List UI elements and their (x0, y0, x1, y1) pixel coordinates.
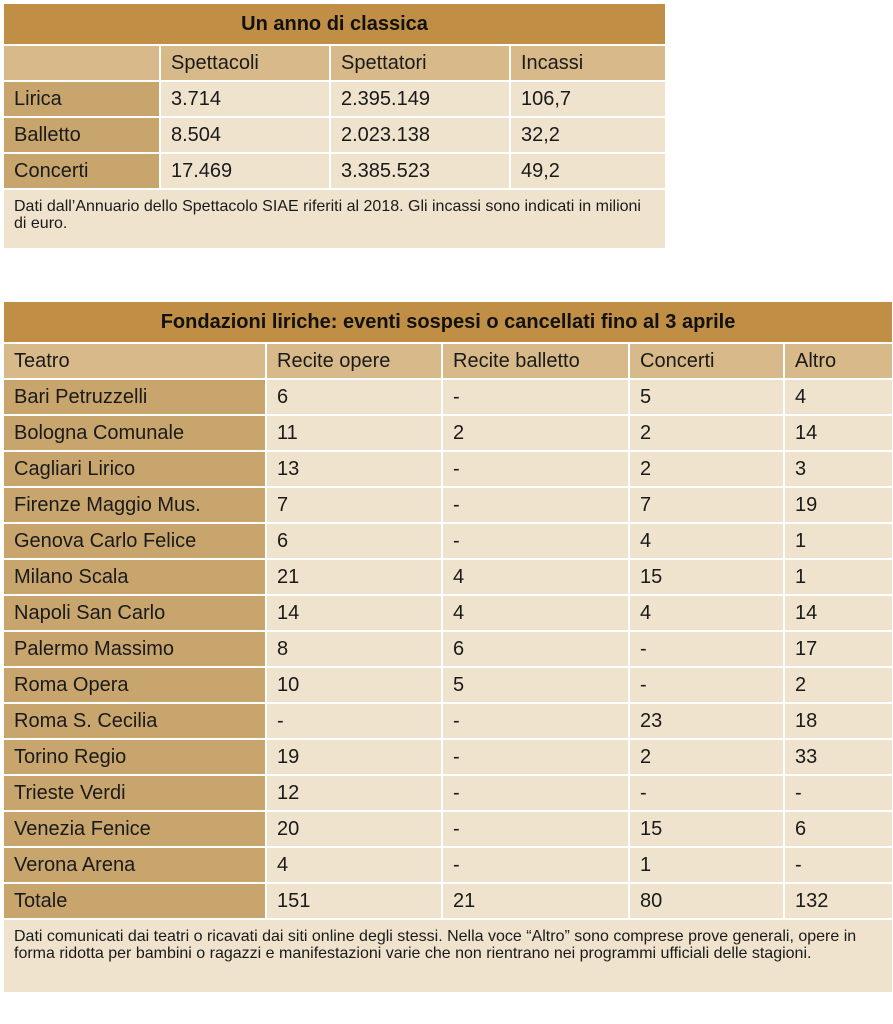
row-label: Roma S. Cecilia (3, 703, 266, 739)
table-cell: 2 (629, 739, 784, 775)
table-row (3, 487, 893, 523)
table-row (3, 81, 666, 117)
row-label: Torino Regio (3, 739, 266, 775)
row-label: Genova Carlo Felice (3, 523, 266, 559)
table-row (3, 775, 893, 811)
table-row (3, 667, 893, 703)
table-row (3, 811, 893, 847)
table-cell: - (442, 523, 629, 559)
table-cell: 33 (784, 739, 893, 775)
table-cell: 20 (266, 811, 442, 847)
table-cell: 14 (784, 595, 893, 631)
table-cell: 4 (442, 595, 629, 631)
table-cell: 13 (266, 451, 442, 487)
table-cell: 2.023.138 (330, 117, 510, 153)
table-cell: 3.385.523 (330, 153, 510, 189)
table-title: Un anno di classica (3, 3, 666, 45)
table-cell: 23 (629, 703, 784, 739)
header-row (3, 45, 666, 81)
table-cell: 5 (442, 667, 629, 703)
row-label: Milano Scala (3, 559, 266, 595)
table-row (3, 595, 893, 631)
table-cell: 106,7 (510, 81, 666, 117)
table-row (3, 883, 893, 919)
table-cell: 1 (629, 847, 784, 883)
header-row (3, 343, 893, 379)
table-cell: 21 (442, 883, 629, 919)
table-cell: 18 (784, 703, 893, 739)
table-cell: - (629, 775, 784, 811)
table-fondazioni-liriche (2, 300, 893, 994)
table-cell: 2 (784, 667, 893, 703)
column-header: Concerti (629, 343, 784, 379)
table-cell: - (629, 667, 784, 703)
row-label: Verona Arena (3, 847, 266, 883)
row-label: Cagliari Lirico (3, 451, 266, 487)
table-cell: 14 (784, 415, 893, 451)
table-title: Fondazioni liriche: eventi sospesi o cancellati fino al 3 aprile (3, 301, 893, 343)
table-row (3, 523, 893, 559)
table-cell: 2.395.149 (330, 81, 510, 117)
table-row (3, 703, 893, 739)
row-label: Bari Petruzzelli (3, 379, 266, 415)
table-cell: 19 (784, 487, 893, 523)
column-header (3, 45, 160, 81)
row-label: Palermo Massimo (3, 631, 266, 667)
row-label: Napoli San Carlo (3, 595, 266, 631)
column-header: Incassi (510, 45, 666, 81)
table-cell: 2 (629, 415, 784, 451)
table-cell: 17.469 (160, 153, 330, 189)
table-cell: 19 (266, 739, 442, 775)
table-row (3, 451, 893, 487)
table-row (3, 379, 893, 415)
table-cell: 6 (266, 523, 442, 559)
table-cell: - (784, 847, 893, 883)
column-header: Recite opere (266, 343, 442, 379)
column-header: Teatro (3, 343, 266, 379)
row-label: Bologna Comunale (3, 415, 266, 451)
row-label: Totale (3, 883, 266, 919)
table-cell: 3 (784, 451, 893, 487)
row-label: Lirica (3, 81, 160, 117)
table-cell: - (442, 487, 629, 523)
column-header: Spettacoli (160, 45, 330, 81)
table-cell: 2 (442, 415, 629, 451)
table-note: Dati dall’Annuario dello Spettacolo SIAE riferiti al 2018. Gli incassi sono indicati in milioni di euro. (3, 189, 666, 249)
table-cell: 80 (629, 883, 784, 919)
row-label: Firenze Maggio Mus. (3, 487, 266, 523)
table-cell: 10 (266, 667, 442, 703)
table-cell: - (442, 451, 629, 487)
table-cell: 17 (784, 631, 893, 667)
column-header: Recite balletto (442, 343, 629, 379)
table-cell: 4 (442, 559, 629, 595)
table-row (3, 117, 666, 153)
table-cell: 12 (266, 775, 442, 811)
table-cell: - (784, 775, 893, 811)
table-cell: 151 (266, 883, 442, 919)
column-header: Altro (784, 343, 893, 379)
table-cell: 4 (629, 523, 784, 559)
table-cell: 5 (629, 379, 784, 415)
table-cell: 49,2 (510, 153, 666, 189)
table-cell: 14 (266, 595, 442, 631)
table-cell: - (442, 847, 629, 883)
table-row (3, 739, 893, 775)
table-cell: 4 (629, 595, 784, 631)
table-note: Dati comunicati dai teatri o ricavati dai siti online degli stessi. Nella voce “Altro” sono comprese prove generali, opere in forma ridotta per bambini o ragazzi e manifestazioni varie che non rientrano nei programmi ufficiali delle stagioni. (3, 919, 893, 993)
table-cell: 21 (266, 559, 442, 595)
table-cell: - (442, 739, 629, 775)
table-cell: 4 (266, 847, 442, 883)
table-cell: - (266, 703, 442, 739)
table-cell: 8.504 (160, 117, 330, 153)
row-label: Balletto (3, 117, 160, 153)
table-anno-classica (2, 2, 667, 250)
table-cell: - (442, 379, 629, 415)
table-cell: - (442, 811, 629, 847)
table-cell: 32,2 (510, 117, 666, 153)
row-label: Trieste Verdi (3, 775, 266, 811)
table-cell: 7 (629, 487, 784, 523)
table-cell: 15 (629, 811, 784, 847)
table-cell: - (629, 631, 784, 667)
table-cell: 132 (784, 883, 893, 919)
table-row (3, 415, 893, 451)
table-cell: 4 (784, 379, 893, 415)
table-cell: - (442, 703, 629, 739)
table-cell: 2 (629, 451, 784, 487)
table-row (3, 847, 893, 883)
row-label: Venezia Fenice (3, 811, 266, 847)
row-label: Concerti (3, 153, 160, 189)
table-cell: 3.714 (160, 81, 330, 117)
table-cell: 1 (784, 523, 893, 559)
table-cell: 7 (266, 487, 442, 523)
table-row (3, 559, 893, 595)
row-label: Roma Opera (3, 667, 266, 703)
table-cell: - (442, 775, 629, 811)
column-header: Spettatori (330, 45, 510, 81)
table-row (3, 631, 893, 667)
table-row (3, 153, 666, 189)
table-cell: 15 (629, 559, 784, 595)
table-cell: 6 (266, 379, 442, 415)
table-cell: 1 (784, 559, 893, 595)
table-cell: 11 (266, 415, 442, 451)
table-cell: 6 (784, 811, 893, 847)
table-cell: 8 (266, 631, 442, 667)
table-cell: 6 (442, 631, 629, 667)
